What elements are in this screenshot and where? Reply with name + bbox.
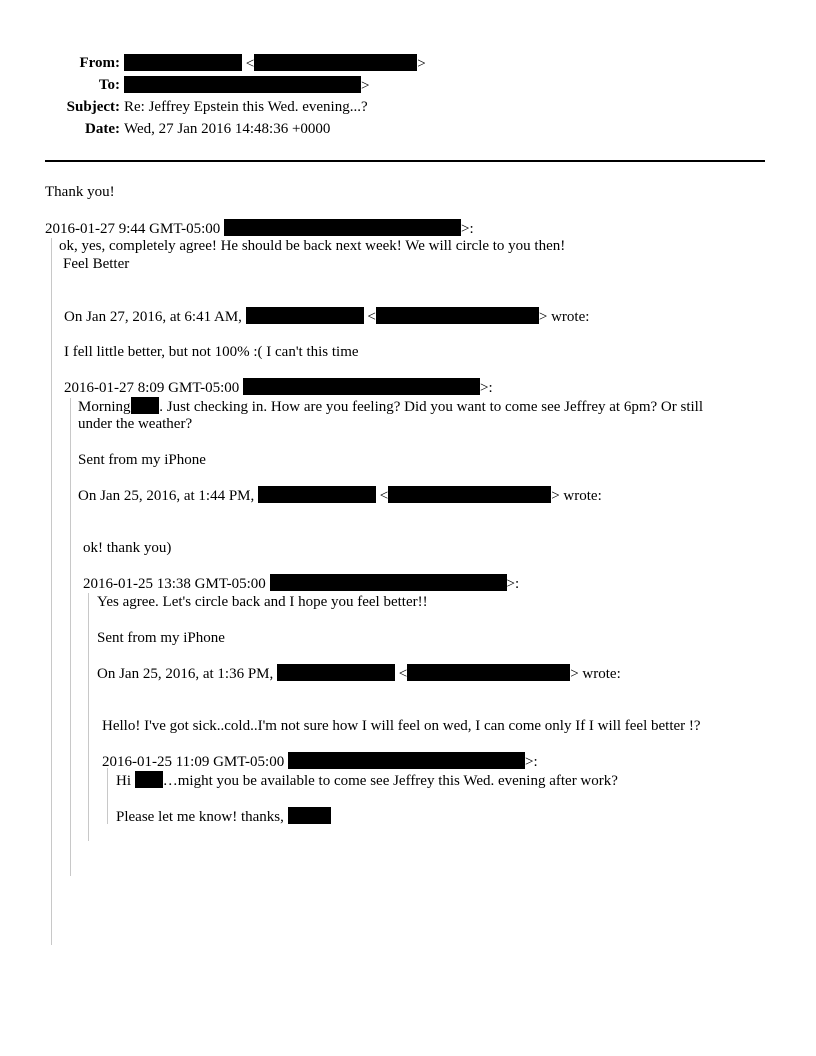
- quote-attribution: [64, 378, 493, 397]
- redaction-block: [376, 307, 539, 324]
- quote-text: [116, 807, 331, 826]
- attribution-suffix: >:: [506, 576, 520, 592]
- from-label: From:: [79, 55, 120, 71]
- wrote-prefix: On Jan 25, 2016, at 1:44 PM,: [78, 488, 255, 504]
- wrote-line: [78, 486, 602, 505]
- subject-label: Subject:: [66, 99, 120, 115]
- redaction-block: [277, 664, 395, 681]
- quote-bar-level-3: [88, 593, 89, 841]
- wrote-line: [64, 307, 589, 326]
- wrote-line: [97, 664, 621, 683]
- redaction-block: [388, 486, 551, 503]
- quote-text: ok, yes, completely agree! He should be back next week! We will circle to you then!: [59, 238, 566, 254]
- wrote-suffix: > wrote:: [570, 666, 621, 682]
- attribution-suffix: >:: [524, 754, 538, 770]
- redaction-block: [224, 219, 461, 236]
- signature-line: Sent from my iPhone: [78, 452, 206, 468]
- to-value: [124, 76, 369, 95]
- lt-bracket: <: [379, 488, 389, 504]
- to-label: To:: [98, 77, 120, 93]
- quote-text: ok! thank you): [83, 540, 172, 556]
- quote-text: under the weather?: [78, 416, 193, 432]
- redaction-block: [246, 307, 364, 324]
- redaction-block: [135, 771, 163, 788]
- attribution-date: 2016-01-27 9:44 GMT-05:00: [45, 221, 221, 237]
- subject-value: Re: Jeffrey Epstein this Wed. evening...?: [124, 99, 368, 115]
- wrote-prefix: On Jan 27, 2016, at 6:41 AM,: [64, 309, 242, 325]
- date-value: Wed, 27 Jan 2016 14:48:36 +0000: [124, 121, 331, 137]
- attribution-date: 2016-01-27 8:09 GMT-05:00: [64, 380, 240, 396]
- gt-bracket: >: [417, 56, 426, 72]
- wrote-suffix: > wrote:: [538, 309, 590, 325]
- reply-text: Thank you!: [45, 184, 115, 200]
- greeting: Hi: [116, 773, 131, 789]
- from-value: [124, 54, 426, 73]
- quote-bar-level-4: [107, 768, 108, 824]
- redaction-block: [270, 574, 507, 591]
- lt-bracket: <: [245, 56, 255, 72]
- lt-bracket: <: [367, 309, 376, 325]
- quote-attribution: [102, 752, 538, 771]
- quote-text: Hello! I've got sick..cold..I'm not sure how I will feel on wed, I can come only If I will feel better !?: [102, 718, 701, 734]
- quote-text: [78, 397, 703, 416]
- redaction-block: [288, 807, 331, 824]
- attribution-date: 2016-01-25 13:38 GMT-05:00: [83, 576, 266, 592]
- header-divider: [45, 160, 765, 162]
- redaction-block: [131, 397, 159, 414]
- quote-text: I fell little better, but not 100% :( I can't this time: [64, 344, 359, 360]
- greeting: Morning: [78, 399, 131, 415]
- date-label: Date:: [85, 121, 120, 137]
- redaction-block: [258, 486, 376, 503]
- redaction-block: [254, 54, 417, 71]
- quote-bar-level-2: [70, 398, 71, 876]
- attribution-suffix: >:: [461, 221, 474, 237]
- quote-text: Feel Better: [63, 256, 130, 272]
- quote-attribution: [45, 219, 474, 238]
- signature-line: Sent from my iPhone: [97, 630, 225, 646]
- quote-bar-level-1: [51, 238, 52, 945]
- wrote-suffix: > wrote:: [551, 488, 602, 504]
- redaction-block: [288, 752, 525, 769]
- closing-line: Please let me know! thanks,: [116, 809, 284, 825]
- quote-text: Yes agree. Let's circle back and I hope you feel better!!: [97, 594, 428, 610]
- message-line: …might you be available to come see Jeffrey this Wed. evening after work?: [162, 773, 618, 789]
- quote-attribution: [83, 574, 519, 593]
- message-line: . Just checking in. How are you feeling? Did you want to come see Jeffrey at 6pm? Or still: [159, 399, 703, 415]
- redaction-block: [407, 664, 570, 681]
- quote-text: [116, 771, 618, 790]
- attribution-suffix: >:: [480, 380, 493, 396]
- redaction-block: [124, 54, 242, 71]
- lt-bracket: <: [398, 666, 408, 682]
- gt-bracket: >: [361, 78, 370, 94]
- attribution-date: 2016-01-25 11:09 GMT-05:00: [102, 754, 285, 770]
- wrote-prefix: On Jan 25, 2016, at 1:36 PM,: [97, 666, 274, 682]
- redaction-block: [243, 378, 480, 395]
- redaction-block: [124, 76, 361, 93]
